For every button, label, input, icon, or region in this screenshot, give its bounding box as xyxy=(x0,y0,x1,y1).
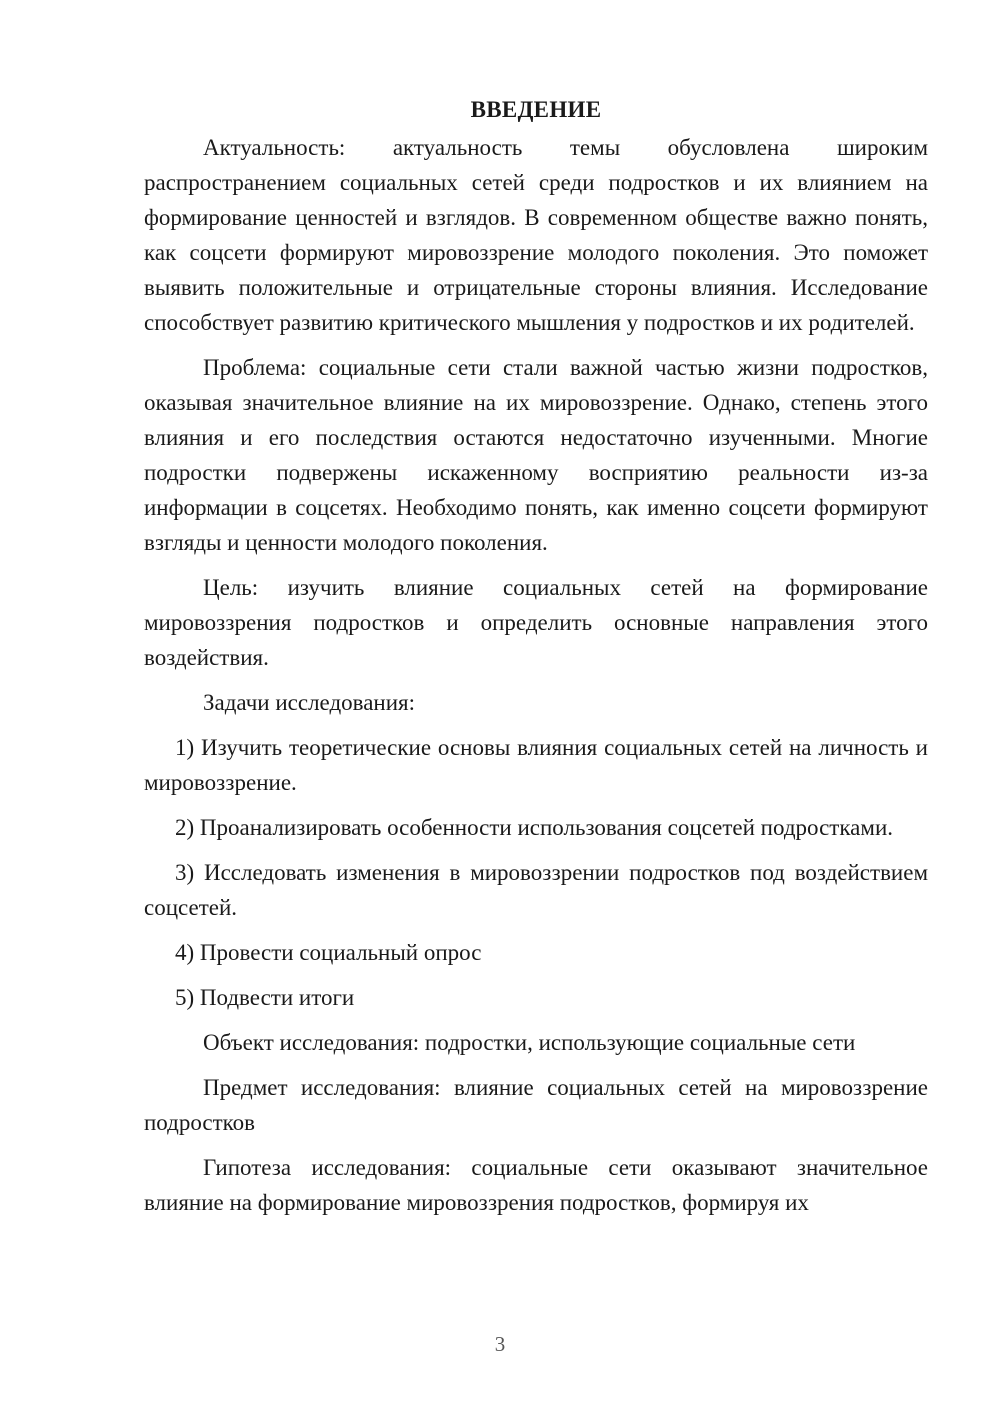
task-item-2: 2) Проанализировать особенности использования соцсетей подростками. xyxy=(175,815,893,840)
page-content xyxy=(144,92,928,1230)
task-item-5: 5) Подвести итоги xyxy=(175,985,355,1010)
task-item-3: 3) Исследовать изменения в мировоззрении подростков под воздействием соцсетей. xyxy=(144,860,928,920)
problem-paragraph: Проблема: социальные сети стали важной частью жизни подростков, оказывая значительное влияние на их мировоззрение. Однако, степень этого влияния и его последствия остаются недостаточно изученными. Многие подростки подвержены искаженному восприятию реальности из-за информации в соцсетях. Необходимо понять, как именно соцсети формируют взгляды и ценности молодого поколения. xyxy=(144,355,928,555)
relevance-paragraph: Актуальность: актуальность темы обусловлена широким распространением социальных сетей среди подростков и их влиянием на формирование ценностей и взглядов. В современном обществе важно понять, как соцсети формируют мировоззрение молодого поколения. Это поможет выявить положительные и отрицательные стороны влияния. Исследование способствует развитию критического мышления у подростков и их родителей. xyxy=(144,135,928,335)
tasks-heading: Задачи исследования: xyxy=(203,690,416,715)
research-object: Объект исследования: подростки, использующие социальные сети xyxy=(203,1030,856,1055)
task-item-1: 1) Изучить теоретические основы влияния социальных сетей на личность и мировоззрение. xyxy=(144,735,928,795)
goal-paragraph: Цель: изучить влияние социальных сетей на формирование мировоззрения подростков и определить основные направления этого воздействия. xyxy=(144,575,928,670)
page-number: 3 xyxy=(494,1332,506,1356)
section-title: ВВЕДЕНИЕ xyxy=(470,97,602,122)
research-subject: Предмет исследования: влияние социальных сетей на мировоззрение подростков xyxy=(144,1075,928,1135)
research-hypothesis: Гипотеза исследования: социальные сети оказывают значительное влияние на формирование мировоззрения подростков, формируя их xyxy=(144,1155,928,1215)
task-item-4: 4) Провести социальный опрос xyxy=(175,940,482,965)
